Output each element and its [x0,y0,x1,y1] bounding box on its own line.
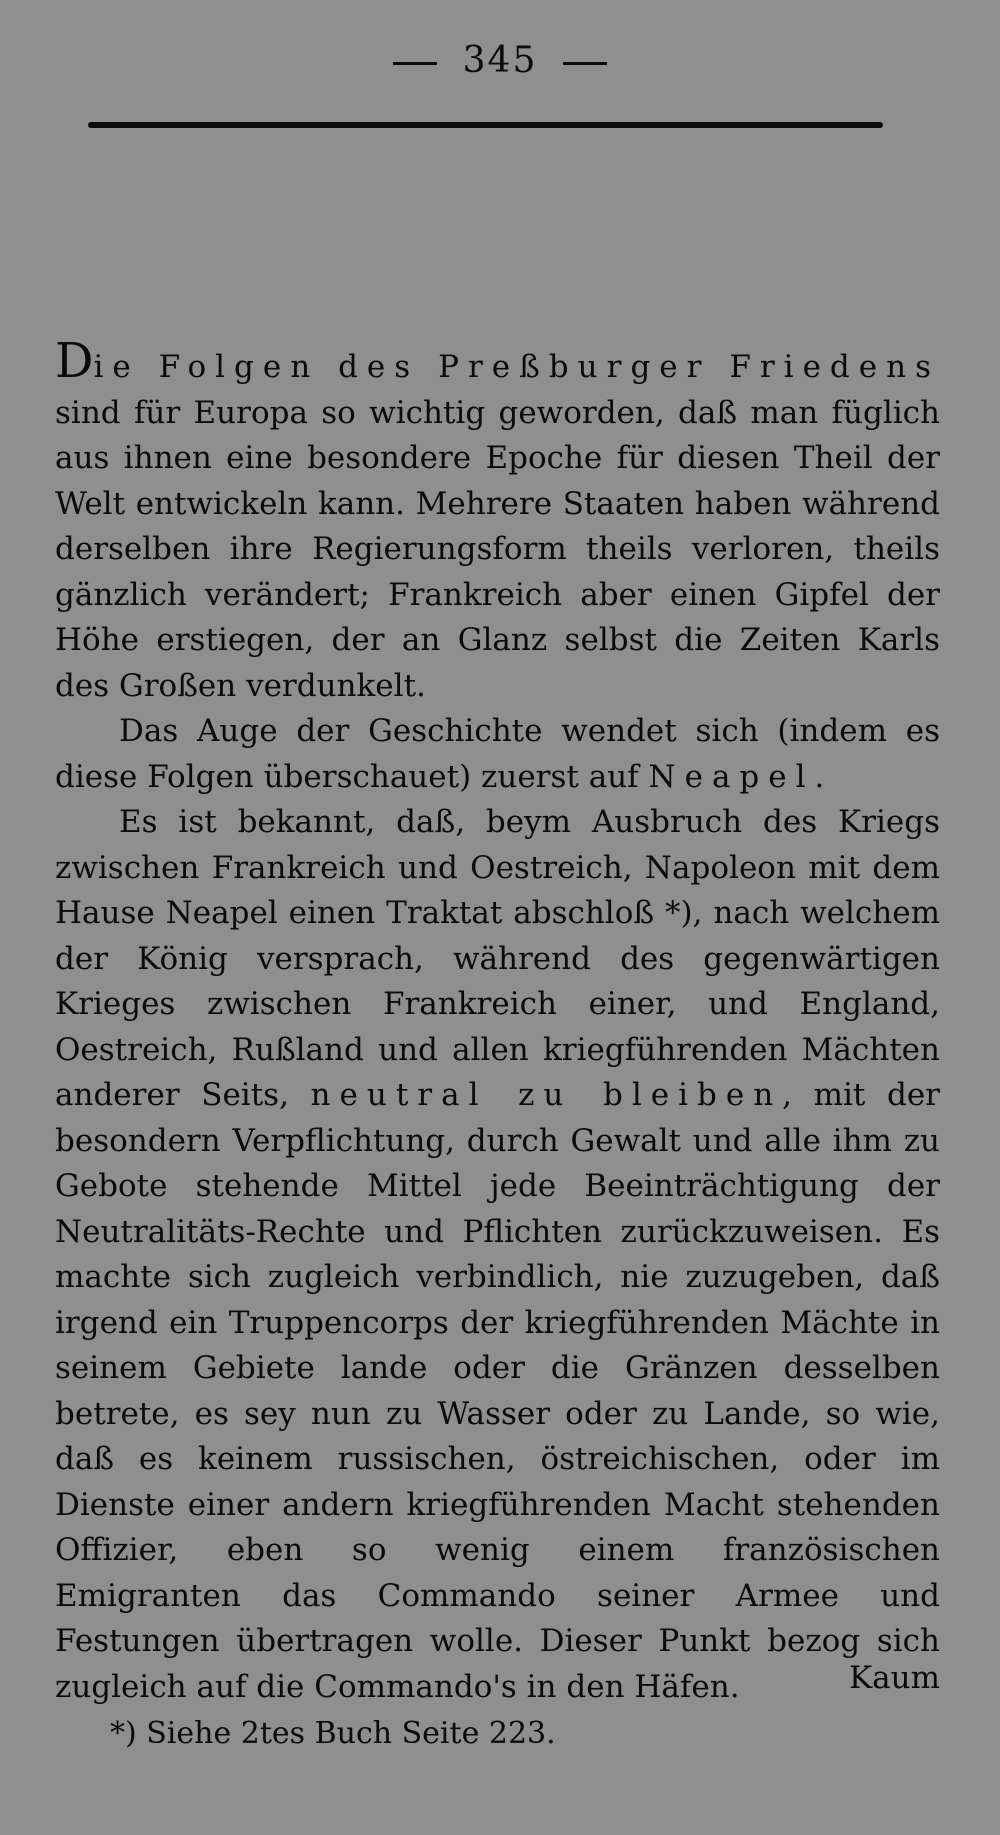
spaced-neutral: neutral zu bleiben [310,1077,783,1113]
spaced-lead: ie Folgen des Preßburger Friedens [93,349,940,385]
header-dash-left [393,62,437,65]
paragraph-2 [55,709,940,800]
page-header [0,40,1000,81]
header-dash-right [563,62,607,65]
spaced-neapel: Neapel [648,758,815,795]
footnote: *) Siehe 2tes Buch Seite 223. [110,1716,556,1751]
paragraph-3-end: , mit der besondern Verpflichtung, durch Gewalt und alle ihm zu Gebote stehende Mittel jede Beeinträchtigung der Neutralitäts-Rechte und Pflichten zurückzuweisen. Es machte sich zugleich verbindlich, nie zuzugeben, daß irgend ein Truppencorps der kriegführenden Mächte in seinem Gebiete lande oder die Gränzen desselben betrete, es sey nun zu Wasser oder zu Lande, so wie, daß es keinem russischen, östreichischen, oder im Dienste einer andern kriegführenden Macht stehenden Offizier, eben so wenig einem französischen Emigranten das Commando seiner Armee und Festungen übertragen wolle. Dieser Punkt bezog sich zugleich auf die Commando's in den Häfen. [55,1077,940,1705]
paragraph-2-end: . [814,758,825,795]
paragraph-2-text: Das Auge der Geschichte wendet sich (indem es diese Folgen überschauet) zuerst auf [55,713,940,795]
drop-cap: D [55,333,94,389]
paragraph-1-text: sind für Europa so wichtig geworden, daß man füglich aus ihnen eine besondere Epoche für diesen Theil der Welt entwickeln kann. Mehrere Staaten haben während derselben ihre Regierungsform theils verloren, theils gänzlich verändert; Frankreich aber einen Gipfel der Höhe erstiegen, der an Glanz selbst die Zeiten Karls des Großen verdunkelt. [55,394,940,704]
catchword: Kaum [848,1660,940,1696]
body-text [55,333,940,1710]
header-rule [88,122,883,128]
paragraph-1 [55,333,940,709]
paragraph-3-text: Es ist bekannt, daß, beym Ausbruch des Kriegs zwischen Frankreich und Oestreich, Napoleon mit dem Hause Neapel einen Traktat abschloß *), nach welchem der König versprach, während des gegenwärtigen Krieges zwischen Frankreich einer, und England, Oestreich, Rußland und allen kriegführenden Mächten anderer Seits, [55,804,940,1113]
page-number: 345 [462,40,538,81]
paragraph-3 [55,800,940,1710]
